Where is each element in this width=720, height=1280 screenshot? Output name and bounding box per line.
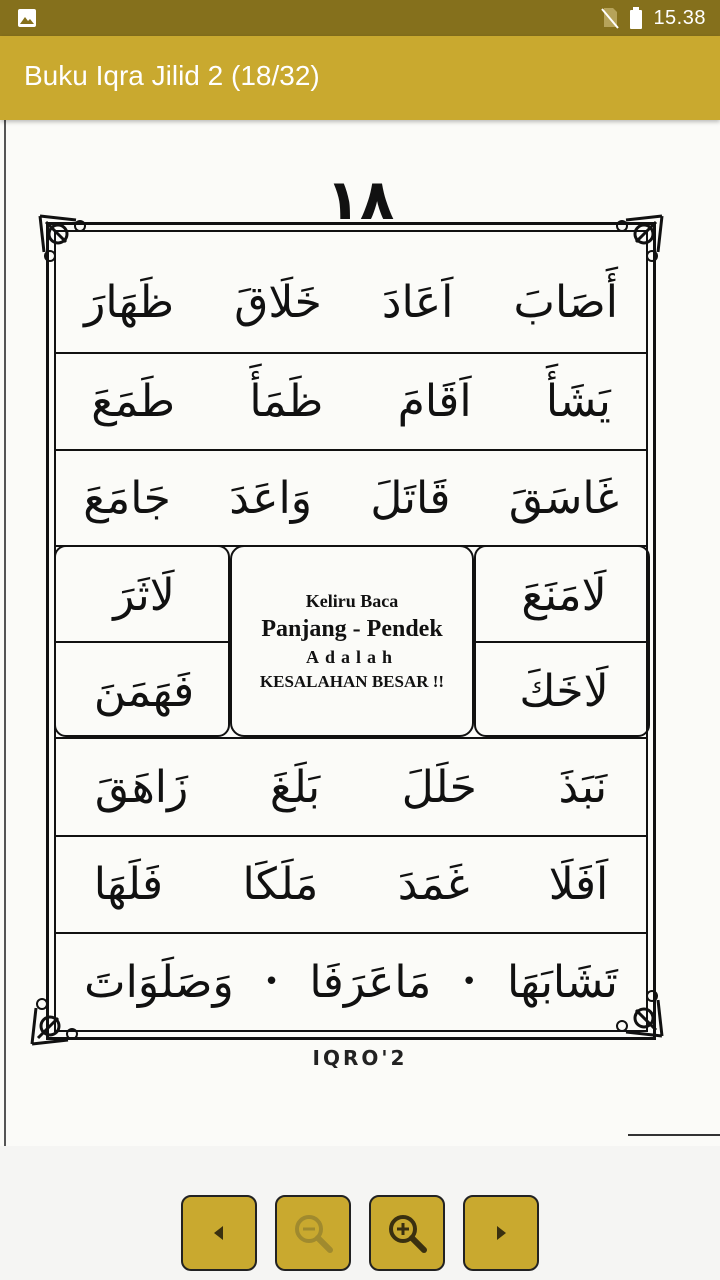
arabic-word: ظَهَارَ (84, 276, 175, 328)
arabic-word: بَلَغَ (269, 761, 321, 813)
status-bar (0, 0, 720, 36)
app-title: Buku Iqra Jilid 2 (18/32) (24, 60, 320, 91)
page-number: ١٨ (325, 168, 395, 233)
arabic-word: وَاعَدَ (229, 472, 313, 524)
arabic-word: لَامَنَعَ (521, 569, 607, 621)
notice-line: KESALAHAN BESAR !! (259, 671, 445, 691)
arabic-word: فَلَهَا (93, 858, 164, 910)
arabic-word: يَشَأَ (545, 375, 611, 427)
image-icon (17, 8, 37, 28)
right-word-box (474, 545, 650, 737)
notice-line: Keliru Baca (305, 590, 399, 611)
arabic-word: اَعَادَ (381, 276, 454, 328)
zoom-in-icon (385, 1211, 429, 1255)
box-cell (56, 643, 232, 739)
no-sim-icon (601, 7, 619, 29)
left-word-box (54, 545, 230, 737)
arabic-word: لَاخَكَ (519, 665, 609, 717)
letter-row (54, 254, 648, 350)
separator-dot: • (461, 967, 477, 997)
arabic-word: حَلَلَ (401, 761, 477, 813)
notice-box (230, 545, 474, 737)
app-bar (0, 36, 720, 120)
book-footer-label: IQRO'2 (312, 1046, 408, 1070)
arabic-word: اَفَلَا (548, 858, 609, 910)
letter-row (54, 450, 648, 546)
book-page[interactable] (0, 120, 720, 1146)
arabic-word: قَاتَلَ (370, 472, 451, 524)
notice-line: Adalah (305, 646, 399, 667)
arabic-word: زَاهَقَ (94, 761, 189, 813)
scan-edge-line (628, 1134, 720, 1136)
letter-row (54, 739, 648, 835)
box-cell (476, 643, 652, 739)
arabic-word: غَمَدَ (397, 858, 470, 910)
arabic-word: خَلَاقَ (234, 276, 322, 328)
letter-row (54, 836, 648, 932)
arabic-word: تَشَابَهَا (507, 956, 618, 1008)
arabic-word: اَقَامَ (397, 375, 472, 427)
separator-dot: • (263, 967, 280, 997)
triangle-right-icon (489, 1221, 513, 1245)
status-icons (601, 0, 706, 36)
zoom-out-icon (291, 1211, 335, 1255)
arabic-word: مَاعَرَفَا (309, 956, 432, 1008)
clock: 15.38 (653, 6, 706, 29)
notice-line: Panjang - Pendek (261, 615, 443, 642)
triangle-left-icon (207, 1221, 231, 1245)
arabic-word: أَصَابَ (513, 276, 618, 328)
arabic-word: وَصَلَوَاتَ (84, 956, 234, 1008)
arabic-word: لَاثَرَ (113, 569, 175, 621)
zoom-out-button[interactable] (275, 1195, 351, 1271)
zoom-in-button[interactable] (369, 1195, 445, 1271)
box-cell (56, 547, 232, 643)
arabic-word: نَبَذَ (558, 761, 608, 813)
arabic-word: فَهَمَنَ (93, 665, 195, 717)
arabic-word: طَمَعَ (91, 375, 176, 427)
next-button[interactable] (463, 1195, 539, 1271)
arabic-word: ظَمَأَ (249, 375, 324, 427)
page-edge-line (4, 120, 6, 1146)
navigation-toolbar (0, 1146, 720, 1280)
letter-row (54, 353, 648, 449)
arabic-word: مَلَكَا (242, 858, 319, 910)
arabic-word: غَاسَقَ (508, 472, 619, 524)
box-cell (476, 547, 652, 643)
previous-button[interactable] (181, 1195, 257, 1271)
arabic-word: جَامَعَ (83, 472, 171, 524)
battery-icon (629, 7, 643, 29)
letter-row (54, 934, 648, 1030)
